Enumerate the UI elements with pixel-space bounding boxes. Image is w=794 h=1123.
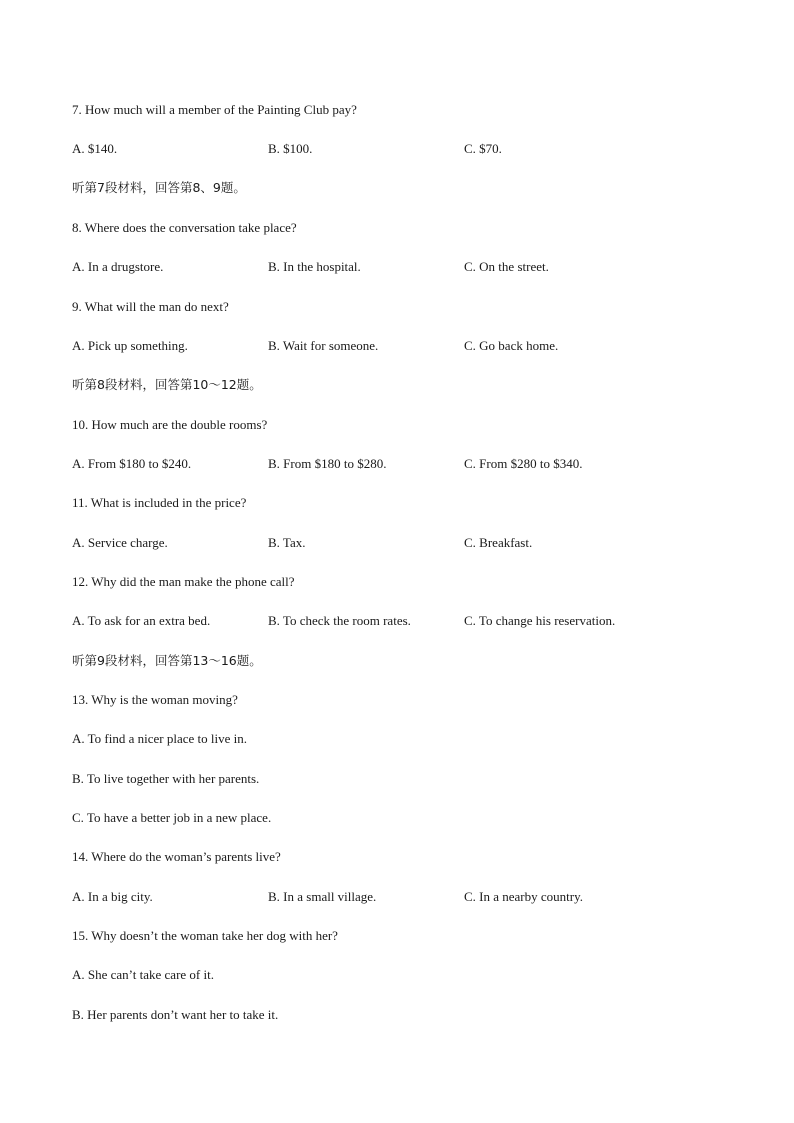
question-10: 10. How much are the double rooms?: [72, 417, 268, 432]
option-15-b: B. Her parents don’t want her to take it.: [72, 1007, 279, 1022]
question-8: 8. Where does the conversation take place?: [72, 220, 297, 235]
option-a: A. To ask for an extra bed.: [72, 613, 211, 628]
option-b: B. Wait for someone.: [268, 338, 379, 353]
options-11: [72, 535, 752, 551]
question-13: 13. Why is the woman moving?: [72, 692, 238, 707]
option-b: B. To check the room rates.: [268, 613, 411, 628]
section-heading-7: 听第7段材料，回答第8、9题。: [72, 180, 246, 195]
question-14: 14. Where do the woman’s parents live?: [72, 849, 281, 864]
options-12: [72, 613, 752, 629]
options-7: [72, 141, 752, 157]
question-9: 9. What will the man do next?: [72, 299, 229, 314]
option-a: A. From $180 to $240.: [72, 456, 192, 471]
question-15: 15. Why doesn’t the woman take her dog with her?: [72, 928, 338, 943]
option-a: A. In a drugstore.: [72, 259, 164, 274]
option-b: B. From $180 to $280.: [268, 456, 387, 471]
option-13-c: C. To have a better job in a new place.: [72, 810, 272, 825]
option-a: A. Service charge.: [72, 535, 168, 550]
option-b: B. $100.: [268, 141, 313, 156]
options-14: [72, 889, 752, 905]
option-c: C. In a nearby country.: [464, 889, 584, 904]
option-13-a: A. To find a nicer place to live in.: [72, 731, 248, 746]
option-b: B. In the hospital.: [268, 259, 361, 274]
option-c: C. From $280 to $340.: [464, 456, 583, 471]
option-c: C. Breakfast.: [464, 535, 533, 550]
option-c: C. $70.: [464, 141, 502, 156]
option-c: C. On the street.: [464, 259, 549, 274]
option-b: B. Tax.: [268, 535, 306, 550]
option-15-a: A. She can’t take care of it.: [72, 967, 214, 982]
options-10: [72, 456, 752, 472]
option-a: A. $140.: [72, 141, 118, 156]
options-8: [72, 259, 752, 275]
question-11: 11. What is included in the price?: [72, 495, 247, 510]
option-a: A. In a big city.: [72, 889, 153, 904]
option-c: C. Go back home.: [464, 338, 559, 353]
option-c: C. To change his reservation.: [464, 613, 616, 628]
question-7: 7. How much will a member of the Painting Club pay?: [72, 102, 357, 117]
section-heading-9: 听第9段材料，回答第13～16题。: [72, 653, 262, 668]
section-heading-8: 听第8段材料，回答第10～12题。: [72, 377, 262, 392]
question-12: 12. Why did the man make the phone call?: [72, 574, 295, 589]
option-b: B. In a small village.: [268, 889, 377, 904]
option-13-b: B. To live together with her parents.: [72, 771, 260, 786]
options-9: [72, 338, 752, 354]
option-a: A. Pick up something.: [72, 338, 188, 353]
